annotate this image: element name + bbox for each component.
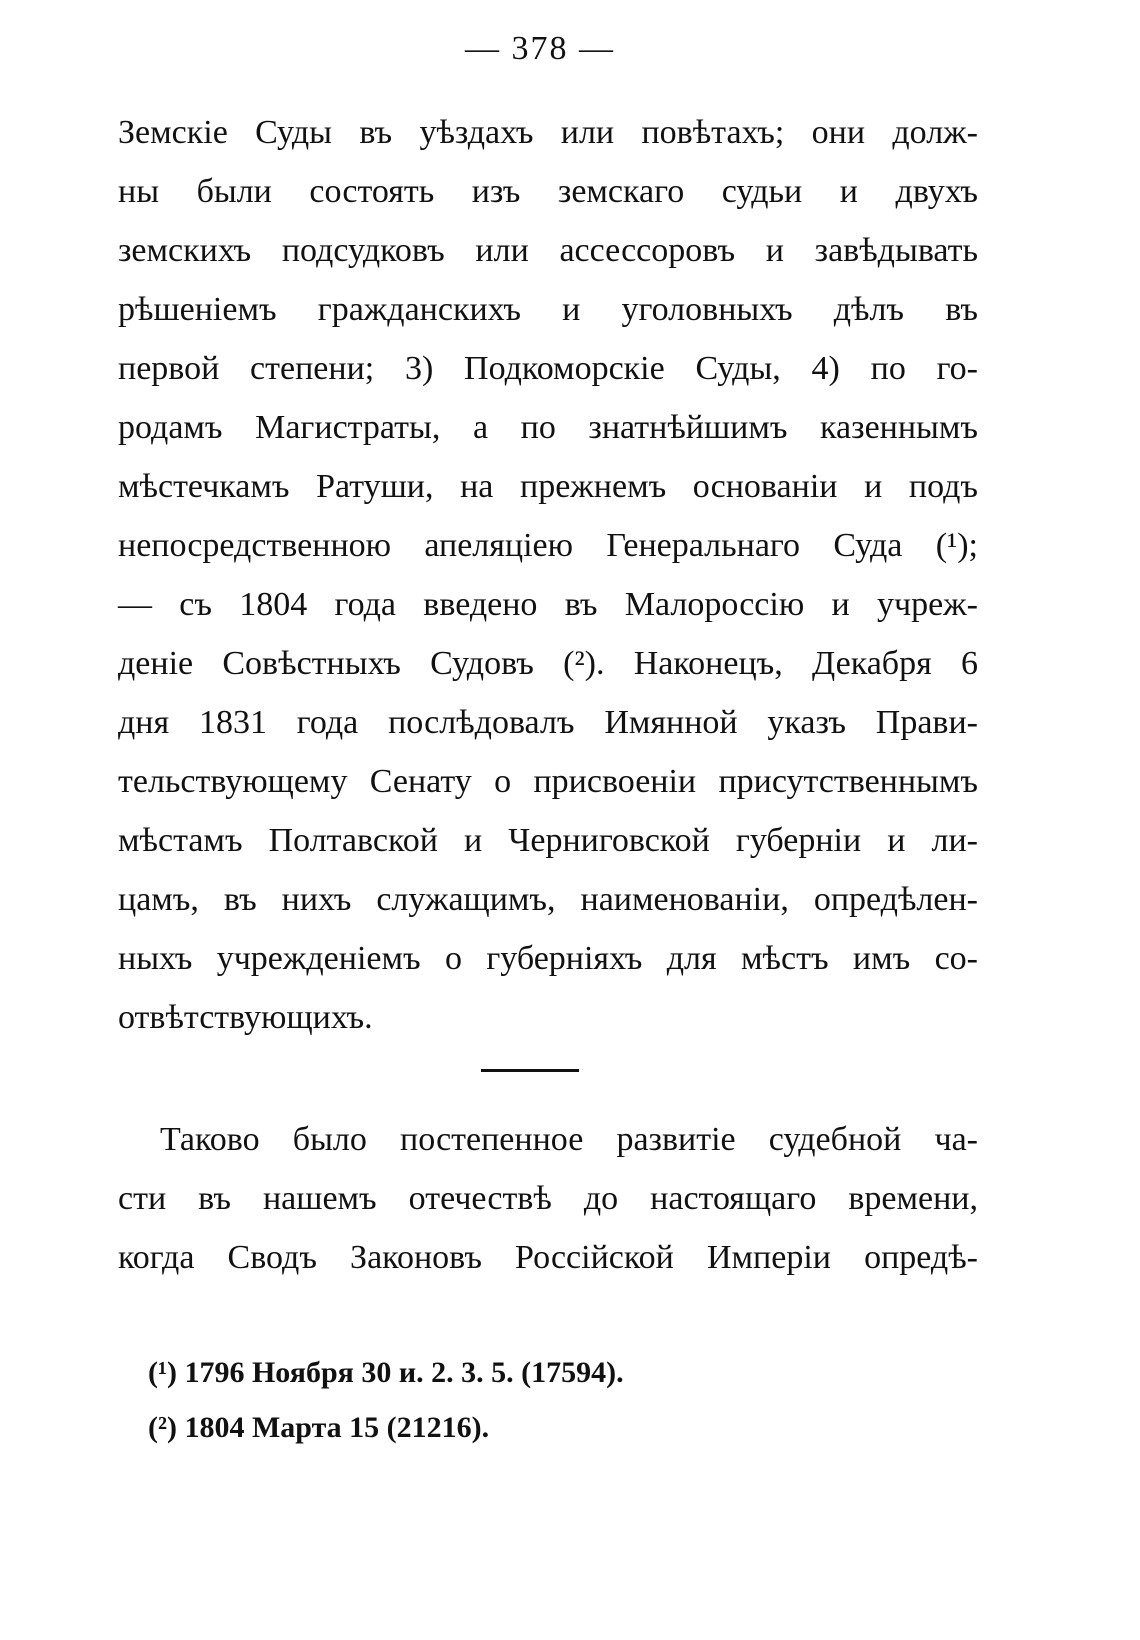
text-line: ны были состоять изъ земскаго судьи и двухъ [118,173,978,210]
text-line: цамъ, въ нихъ служащимъ, наименованіи, опредѣлен- [118,881,978,918]
text-line: родамъ Магистраты, а по знатнѣйшимъ казеннымъ [118,409,978,446]
text-line: первой степени; 3) Подкоморскіе Суды, 4) по го- [118,350,978,387]
text-line: когда Сводъ Законовъ Россійской Имперіи опредѣ- [118,1239,978,1276]
text-line: ныхъ учрежденіемъ о губерніяхъ для мѣстъ имъ со- [118,940,978,977]
text-line: непосредственною апеляціею Генеральнаго Суда (¹); [118,527,978,564]
text-line: Земскіе Суды въ уѣздахъ или повѣтахъ; они долж- [118,114,978,151]
text-line: Таково было постепенное развитіе судебной ча- [160,1121,978,1158]
section-divider [481,1069,579,1072]
page-number: — 378 — [465,30,615,67]
footnotes [148,1345,948,1455]
paragraph-1 [118,103,978,1047]
text-line: мѣстечкамъ Ратуши, на прежнемъ основаніи и подъ [118,468,978,505]
text-line: — съ 1804 года введено въ Малороссію и учреж- [118,586,978,623]
text-line: тельствующему Сенату о присвоеніи присутственнымъ [118,763,978,800]
footnote-1: (¹) 1796 Ноября 30 и. 2. 3. 5. (17594). [148,1356,624,1389]
footnote-2: (²) 1804 Марта 15 (21216). [148,1411,490,1444]
text-line: отвѣтствующихъ. [118,999,373,1036]
text-line: рѣшеніемъ гражданскихъ и уголовныхъ дѣлъ въ [118,291,978,328]
text-line: земскихъ подсудковъ или ассессоровъ и завѣдывать [118,232,978,269]
text-line: деніе Совѣстныхъ Судовъ (²). Наконецъ, Декабря 6 [118,645,978,682]
text-line: сти въ нашемъ отечествѣ до настоящаго времени, [118,1180,978,1217]
text-line: дня 1831 года послѣдовалъ Имянной указъ Прави- [118,704,978,741]
text-line: мѣстамъ Полтавской и Черниговской губерніи и ли- [118,822,978,859]
paragraph-2 [118,1110,978,1287]
